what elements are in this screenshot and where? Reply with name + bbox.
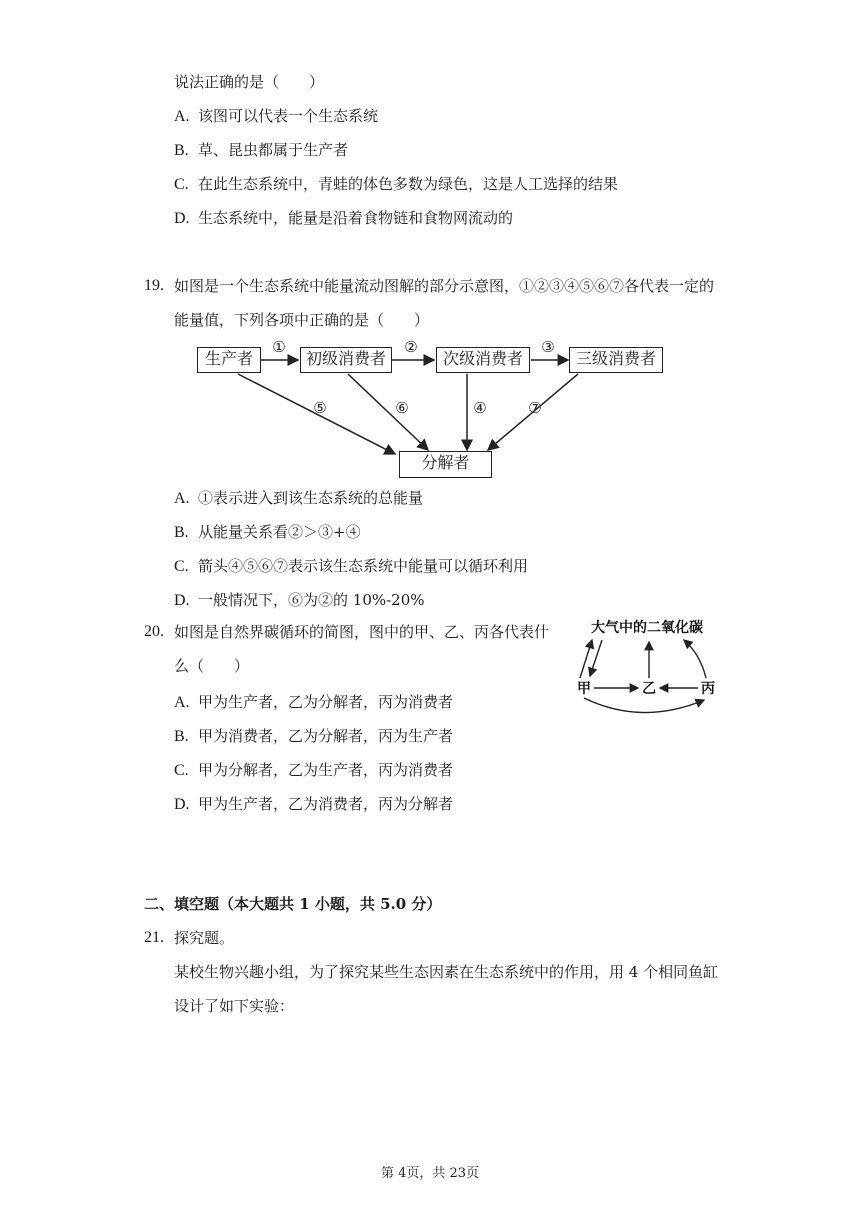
q19-stem-line2: 能量值，下列各项中正确的是（ ）: [174, 311, 430, 329]
q18-stem-tail: 说法正确的是（ ）: [174, 73, 325, 91]
q21-number: 21.: [144, 929, 164, 946]
page-footer: 第 4页，共 23页: [380, 1166, 480, 1181]
q19-option-b: B. 从能量关系看②＞③+④: [174, 523, 361, 541]
q21-title: 探究题。: [174, 929, 235, 947]
q21-line2: 设计了如下实验：: [174, 997, 295, 1015]
co2-label: 大气中的二氧化碳: [591, 620, 703, 636]
node-tertiary-consumer: 三级消费者: [569, 347, 663, 373]
carbon-cycle-diagram: [572, 614, 722, 720]
q19-stem-line1: 如图是一个生态系统中能量流动图解的部分示意图，①②③④⑤⑥⑦各代表一定的: [174, 277, 715, 295]
label-2: ②: [404, 338, 418, 356]
q19-option-a: A. ①表示进入到该生态系统的总能量: [174, 489, 424, 507]
section-heading: 二、填空题（本大题共 1 小题，共 5.0 分）: [144, 895, 442, 913]
q18-option-b: B. 草、昆虫都属于生产者: [174, 141, 349, 159]
jia-label: 甲: [577, 681, 591, 697]
q19-option-d: D. 一般情况下，⑥为②的 10%-20%: [174, 591, 425, 609]
label-1: ①: [272, 338, 286, 356]
q18-option-a: A. 该图可以代表一个生态系统: [174, 107, 379, 125]
node-producer: 生产者: [197, 347, 261, 373]
q20-option-c: C. 甲为分解者，乙为生产者，丙为消费者: [174, 761, 454, 779]
yi-label: 乙: [642, 681, 656, 697]
q20-number: 20.: [144, 623, 164, 640]
bing-label: 丙: [701, 681, 715, 697]
label-5: ⑤: [313, 399, 327, 417]
q20-option-a: A. 甲为生产者，乙为分解者，丙为消费者: [174, 693, 454, 711]
label-6: ⑥: [395, 399, 409, 417]
q20-stem-line1: 如图是自然界碳循环的简图，图中的甲、乙、丙各代表什: [174, 623, 550, 641]
q20-option-b: B. 甲为消费者，乙为分解者，丙为生产者: [174, 727, 454, 745]
q20-option-d: D. 甲为生产者，乙为消费者，丙为分解者: [174, 795, 454, 813]
node-decomposer: 分解者: [399, 451, 492, 478]
arrow-6: [348, 374, 428, 450]
node-primary-consumer: 初级消费者: [300, 347, 392, 373]
q18-option-c: C. 在此生态系统中，青蛙的体色多数为绿色，这是人工选择的结果: [174, 175, 619, 193]
q19-number: 19.: [144, 277, 164, 294]
label-4: ④: [473, 399, 487, 417]
q21-line1: 某校生物兴趣小组，为了探究某些生态因素在生态系统中的作用，用 4 个相同鱼缸: [174, 963, 719, 981]
label-7: ⑦: [528, 399, 542, 417]
label-3: ③: [541, 338, 555, 356]
q20-stem-line2: 么（ ）: [174, 657, 250, 675]
q18-option-d: D. 生态系统中，能量是沿着食物链和食物网流动的: [174, 209, 514, 227]
node-secondary-consumer: 次级消费者: [436, 347, 530, 373]
q19-option-c: C. 箭头④⑤⑥⑦表示该生态系统中能量可以循环利用: [174, 557, 529, 575]
